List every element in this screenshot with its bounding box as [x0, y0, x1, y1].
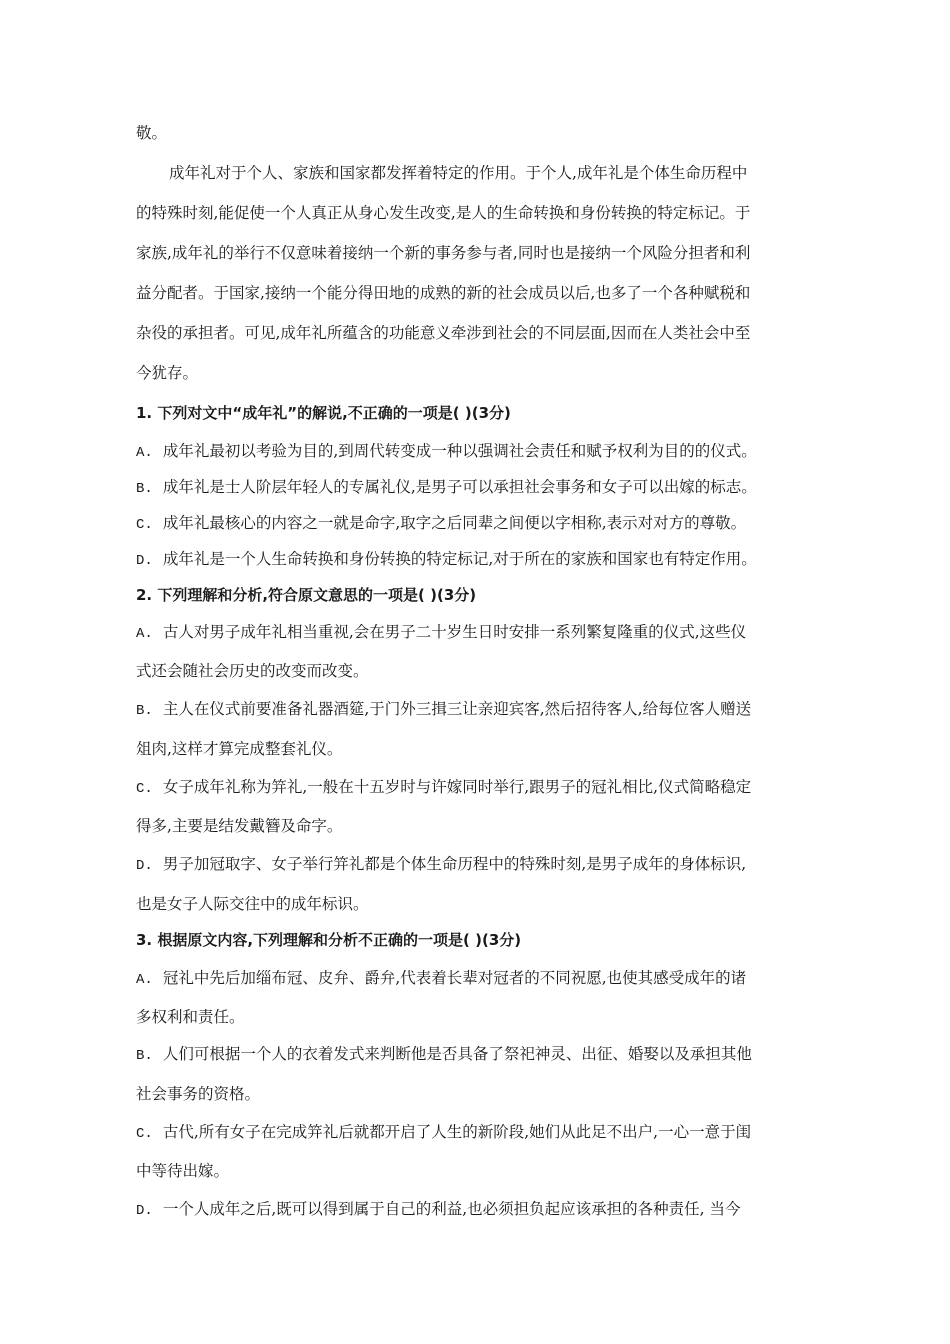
option-a	[136, 969, 746, 989]
passage-line: 敬。	[136, 124, 168, 142]
option-c	[136, 778, 751, 798]
option-b	[136, 478, 757, 498]
option-text: 主人在仪式前要准备礼器酒筵,于门外三揖三让亲迎宾客,然后招待客人,给每位客人赠送	[162, 700, 752, 718]
option-b-cont: 俎肉,这样才算完成整套礼仪。	[136, 740, 343, 758]
option-text: 成年礼最初以考验为目的,到周代转变成一种以强调社会责任和赋予权利为目的的仪式。	[162, 442, 757, 460]
option-c-cont: 得多,主要是结发戴簪及命字。	[136, 817, 343, 835]
option-text: 成年礼是士人阶层年轻人的专属礼仪,是男子可以承担社会事务和女子可以出嫁的标志。	[162, 478, 757, 496]
passage-line: 今犹存。	[136, 364, 199, 382]
option-a-cont: 式还会随社会历史的改变而改变。	[136, 662, 369, 680]
option-d	[136, 1200, 741, 1220]
option-text: 冠礼中先后加缁布冠、皮弁、爵弁,代表着长辈对冠者的不同祝愿,也使其感受成年的诸	[162, 969, 747, 987]
option-text: 一个人成年之后,既可以得到属于自己的利益,也必须担负起应该承担的各种责任, 当今	[162, 1200, 741, 1218]
option-label: D.	[136, 1203, 153, 1219]
option-label: A.	[136, 445, 153, 461]
option-label: C.	[136, 517, 153, 533]
passage-line: 家族,成年礼的举行不仅意味着接纳一个新的事务参与者,同时也是接纳一个风险分担者和利	[136, 244, 751, 262]
option-label: B.	[136, 481, 153, 497]
option-d	[136, 855, 746, 875]
option-label: A.	[136, 972, 153, 988]
option-c	[136, 1123, 751, 1143]
option-a	[136, 623, 746, 643]
question-stem: 3. 根据原文内容,下列理解和分析不正确的一项是( )(3分)	[136, 931, 522, 949]
option-text: 古代,所有女子在完成笄礼后就都开启了人生的新阶段,她们从此足不出户,一心一意于闺	[162, 1123, 752, 1141]
option-b-cont: 社会事务的资格。	[136, 1085, 261, 1103]
option-label: B.	[136, 703, 153, 719]
option-a-cont: 多权利和责任。	[136, 1008, 245, 1026]
passage-line: 益分配者。于国家,接纳一个能分得田地的成熟的新的社会成员以后,也多了一个各种赋税和	[136, 284, 751, 302]
option-c-cont: 中等待出嫁。	[136, 1162, 230, 1180]
option-a	[136, 442, 757, 462]
passage-line: 成年礼对于个人、家族和国家都发挥着特定的作用。于个人,成年礼是个体生命历程中	[169, 164, 748, 182]
option-label: C.	[136, 781, 153, 797]
option-text: 成年礼最核心的内容之一就是命字,取字之后同辈之间便以字相称,表示对对方的尊敬。	[162, 514, 747, 532]
option-label: B.	[136, 1048, 153, 1064]
passage-line: 的特殊时刻,能促使一个人真正从身心发生改变,是人的生命转换和身份转换的特定标记。于	[136, 204, 751, 222]
option-c	[136, 514, 746, 534]
option-text: 女子成年礼称为笄礼,一般在十五岁时与许嫁同时举行,跟男子的冠礼相比,仪式简略稳定	[162, 778, 752, 796]
option-d	[136, 550, 757, 570]
option-label: D.	[136, 858, 153, 874]
option-label: C.	[136, 1126, 153, 1142]
option-b	[136, 700, 751, 720]
option-label: D.	[136, 553, 153, 569]
option-b	[136, 1045, 752, 1065]
option-d-cont: 也是女子人际交往中的成年标识。	[136, 895, 369, 913]
option-text: 成年礼是一个人生命转换和身份转换的特定标记,对于所在的家族和国家也有特定作用。	[162, 550, 757, 568]
option-text: 古人对男子成年礼相当重视,会在男子二十岁生日时安排一系列繁复隆重的仪式,这些仪	[162, 623, 747, 641]
option-label: A.	[136, 626, 153, 642]
option-text: 人们可根据一个人的衣着发式来判断他是否具备了祭祀神灵、出征、婚娶以及承担其他	[162, 1045, 752, 1063]
question-stem: 1. 下列对文中“成年礼”的解说,不正确的一项是( )(3分)	[136, 404, 511, 422]
passage-line: 杂役的承担者。可见,成年礼所蕴含的功能意义牵涉到社会的不同层面,因而在人类社会中至	[136, 324, 751, 342]
option-text: 男子加冠取字、女子举行笄礼都是个体生命历程中的特殊时刻,是男子成年的身体标识,	[162, 855, 747, 873]
question-stem: 2. 下列理解和分析,符合原文意思的一项是( )(3分)	[136, 586, 477, 604]
